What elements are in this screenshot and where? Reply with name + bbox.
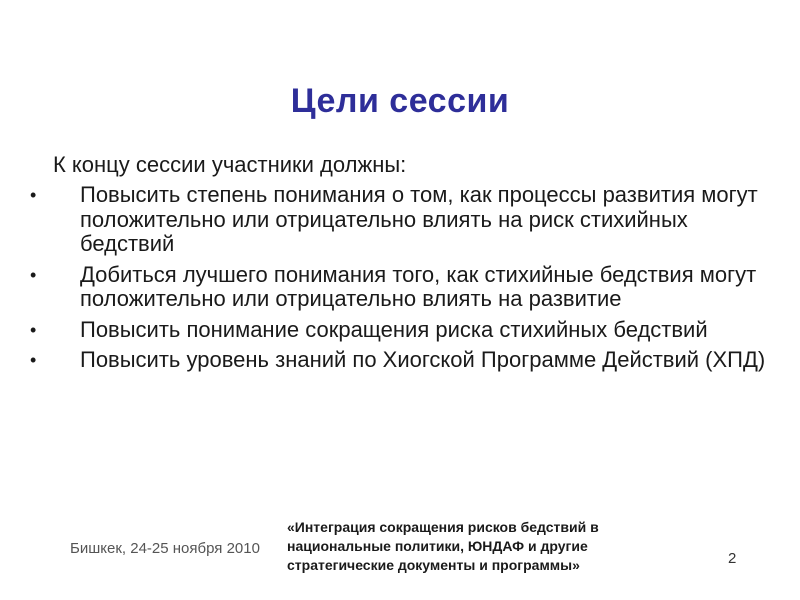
bullet-text: Добиться лучшего понимания того, как стихийные бедствия могут положительно или отрицательно влиять на развитие — [80, 261, 757, 311]
bullet-item — [25, 183, 785, 257]
bullet-dot-icon: • — [30, 350, 37, 370]
slide-title: Цели сессии — [290, 82, 510, 120]
footer-event-title: «Интеграция сокращения рисков бедствий в национальные политики, ЮНДАФ и другие стратегические документы и программы» — [287, 519, 599, 573]
bullet-dot-icon: • — [30, 185, 37, 205]
bullet-dot-icon: • — [30, 319, 37, 340]
bullet-text: Повысить понимание сокращения риска стихийных бедствий — [80, 316, 708, 342]
bullet-text: Повысить степень понимания о том, как процессы развития могут положительно или отрицательно влиять на риск стихийных бедствий — [80, 182, 758, 256]
bullet-list — [25, 183, 785, 379]
page-number: 2 — [728, 550, 737, 567]
bullet-text: Повысить уровень знаний по Хиогской Программе Действий (ХПД) — [80, 347, 766, 372]
bullet-item — [25, 263, 785, 312]
intro-text: К концу сессии участники должны: — [53, 152, 407, 177]
bullet-item — [25, 318, 785, 343]
footer-location-date: Бишкек, 24-25 ноября 2010 — [70, 540, 260, 557]
bullet-item — [25, 348, 785, 373]
bullet-dot-icon: • — [30, 264, 37, 285]
